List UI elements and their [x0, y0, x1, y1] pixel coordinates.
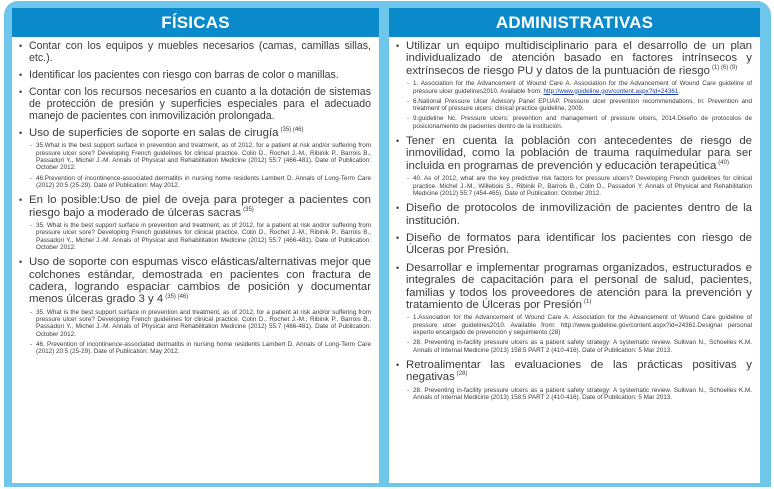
item-text: Diseño de formatos para identificar los pacientes con riesgo de Úlceras por Presión. [406, 231, 752, 257]
reference-list [29, 222, 371, 251]
item-text: Desarrollar e implementar programas organizados, estructurados e integrales de capacitación para el personal de salud, pacientes, familias y todos los proveedores de atención para la prevención y tratamiento de Úlceras por Presión [406, 261, 752, 311]
reference: - 28. Preventing in-facility pressure ulcers as a patient safety strategy: A systematic review. Sullivan N., Schoelles K.M. Annals of Internal Medicine (2013) 158:5 PART 2 (410-416). Date of Publication: 5 Mar 2013. [406, 387, 752, 402]
item-text: Utilizar un equipo multidisciplinario para el desarrollo de un plan individualizado de atención basado en factores intrínsecos y extrínsecos de riesgo PU y datos de la puntuación de riesgo [406, 40, 752, 77]
administrativas-list [389, 37, 760, 401]
reference-list [29, 309, 371, 356]
reference: - 9.guideline Nc. Pressure ulcers: prevention and management of pressure ulcers, 2014.Diseño de protocolos de posicionamiento de pacientes dentro de la institución. [406, 115, 752, 130]
reference-list [29, 142, 371, 189]
list-item [18, 86, 371, 122]
item-text: Contar con los recursos necesarios en cuanto a la dotación de sistemas de protección de presión y superficies especiales para el adecuado manejo de pacientes con inmovilización prolongada. [29, 86, 371, 122]
list-item [18, 256, 371, 355]
item-text: En lo posible:Uso de piel de oveja para proteger a pacientes con riesgo bajo a moderado de úlceras sacras [29, 194, 371, 219]
list-item [395, 40, 752, 130]
administrativas-panel [389, 8, 760, 483]
fisicas-header: FÍSICAS [12, 8, 379, 37]
citation-marker: (35) [243, 206, 254, 213]
list-item [395, 135, 752, 197]
item-text: Diseño de protocolos de inmovilización de pacientes dentro de la institución. [406, 202, 752, 227]
reference-list [406, 175, 752, 197]
item-text: Uso de superficies de soporte en salas de cirugía [29, 127, 279, 139]
citation-marker: (1) (6) (9) [711, 65, 738, 72]
fisicas-panel [12, 8, 379, 483]
list-item [18, 69, 371, 81]
reference: - 40. As of 2012, what are the key predictive risk factors for pressure ulcers? Developing French guidelines for clinical practice. Michel J.-M., Willebois S., Ribinik P., Barrois B., Colin D., Passadori Y. Annals of Physical and Rehabilitation Medicine (2012) 55:7 (454-465). Date of Publication: October 2012. [406, 175, 752, 197]
reference: - 35. What is the best support surface in prevention and treatment, as of 2012, for a patient at risk and/or suffering from pressure ulcer sore? Developing French guidelines for clinical practice. Colin D., Rochet J.-M., Ribinik P., Barrois B., Passadori Y., Michel J.-M. Annals of Physical and Rehabilitation Medicine (2012) 55:7 (466-481). Date of Publication: October 2012. [29, 309, 371, 338]
citation-marker: (35) (46) [165, 293, 189, 300]
list-item [395, 232, 752, 257]
citation-marker: (40) [718, 160, 729, 167]
citation-marker: (1) [584, 299, 592, 306]
reference: - 1. Association for the Advancement of Wound Care A. Association for the Advancement of Wound Care guideline of pressure ulcer guidelines2010. Available from: http://www.guideline.gov/content.aspx?id=24361. [406, 80, 752, 95]
list-item [395, 202, 752, 227]
list-item [18, 127, 371, 189]
reference: - 28. Preventing in-facility pressure ulcers as a patient safety strategy: A systematic review. Sullivan N., Schoelles K.M. Annals of Internal Medicine (2013) 158:5 PART 2 (410-416). Date of Publication: 5 Mar 2013. [406, 339, 752, 354]
citation-marker: (28) [456, 371, 468, 378]
item-text: Tener en cuenta la población con antecedentes de riesgo de inmovilidad, como la población de trauma raquimedular para ser incluida en programas de prevención y educación terapeútica [406, 135, 752, 172]
list-item [18, 194, 371, 251]
reference-list [406, 387, 752, 402]
item-text: Contar con los equipos y muebles necesarios (camas, camillas sillas, etc.). [29, 40, 371, 64]
item-text: Retroalimentar las evaluaciones de las prácticas positivas y negativas [406, 358, 752, 384]
reference: - 6.National Pressure Ulcer Advisory Panel EPUAP. Pressure ulcer prevention recommendations. In: Prevention and treatment of pressure ulcers: clinical practice guideline, 2009. [406, 98, 752, 113]
list-item [395, 262, 752, 354]
reference: - 35. What is the best support surface in prevention and treatment, as of 2012, for a patient at risk and/or suffering from pressure ulcer sore? Developing French guidelines for clinical practice. Colin D., Rochet J.-M., Ribinik P., Barrois B., Passadori Y., Michel J.-M. Annals of Physical and Rehabilitation Medicine (2012) 55:7 (466-481). Date of Publication: October 2012. [29, 222, 371, 251]
list-item [18, 40, 371, 64]
reference: - 46.Prevention of incontinence-associated dermatitis in nursing home residents Lambert D. Annals of Long-Term Care (2012) 20:5 (25-29). Date of Publication: May 2012. [29, 175, 371, 190]
reference-list [406, 80, 752, 130]
administrativas-header: ADMINISTRATIVAS [389, 8, 760, 37]
reference-list [406, 314, 752, 353]
citation-marker: (35) (46) [280, 127, 304, 134]
item-text: Identificar los pacientes con riesgo con barras de color o manillas. [29, 69, 339, 81]
fisicas-list [12, 37, 379, 356]
item-text: Uso de soporte con espumas visco elásticas/alternativas mejor que colchones estándar, demostrada en pacientes con fractura de cadera, logrando espaciar cambios de posición y documentar menos úlceras grado 3 y 4 [29, 256, 371, 306]
guideline-link[interactable]: http://www.guideline.gov/content.aspx?id=24361 [543, 87, 679, 95]
reference: - 46. Prevention of incontinence-associated dermatitis in nursing home residents Lambert D. Annals of Long-Term Care (2012) 20:5 (25-29). Date of Publication: May 2012. [29, 341, 371, 356]
reference: - 1.Association for the Advancement of Wound Care A. Association for the Advancement of Wound Care guideline of pressure ulcer guidelines2010. Available from: http://www.guideline.gov/content.aspx?id=24361.Designar personal experto encargado de prevención y seguimiento (28) [406, 314, 752, 336]
list-item [395, 359, 752, 401]
reference: - 35.What is the best support surface in prevention and treatment, as of 2012, for a patient at risk and/or suffering from pressure ulcer sore? Developing French guidelines for clinical practice. Colin D., Rochet J.-M., Ribinik P., Barrois B., Passadori Y., Michel J.-M. Annals of Physical and Rehabilitation Medicine (2012) 55:7 (466-481). Date of Publication: October 2012. [29, 142, 371, 171]
